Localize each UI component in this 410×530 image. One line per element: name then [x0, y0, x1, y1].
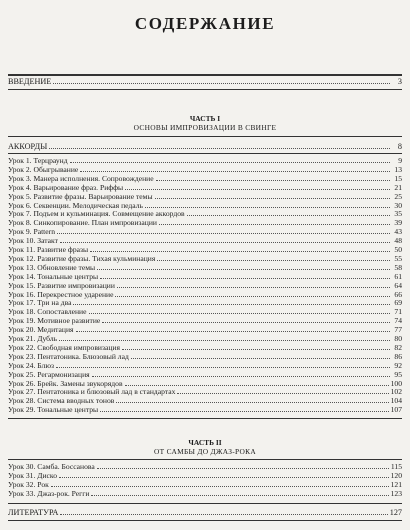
entry-page: 39	[394, 218, 402, 228]
toc-entry-lesson	[8, 298, 402, 307]
entry-page: 9	[398, 156, 402, 165]
toc-entry-lesson	[8, 370, 402, 379]
toc-entry-lesson	[8, 480, 402, 489]
entry-label: Урок 8. Синкопирование. План импровизации	[8, 218, 157, 228]
divider	[8, 503, 402, 504]
dot-leader	[57, 227, 390, 234]
entry-label: Урок 29. Тональные центры	[8, 405, 99, 415]
toc-entry-chords	[8, 142, 402, 151]
entry-label: Урок 11. Развитие фразы	[8, 245, 89, 254]
part-2-title: ОТ САМБЫ ДО ДЖАЗ-РОКА	[153, 447, 257, 456]
dot-leader	[155, 192, 390, 199]
toc-entry-lesson	[8, 352, 402, 361]
entry-page: 35	[394, 209, 402, 219]
entry-label: Урок 30. Самба. Босcанова	[8, 462, 95, 471]
entry-page: 8	[397, 142, 402, 151]
dot-leader	[90, 245, 390, 252]
divider	[8, 74, 402, 76]
dot-leader	[89, 307, 391, 314]
entry-label: Урок 31. Диско	[8, 470, 57, 480]
entry-page: 71	[394, 307, 402, 317]
entry-page: 121	[390, 479, 402, 489]
entry-page: 50	[394, 245, 402, 254]
entry-page: 115	[390, 462, 402, 471]
dot-leader	[56, 361, 390, 368]
entry-label: Урок 10. Затакт	[8, 236, 58, 246]
toc-entry-lesson	[8, 192, 402, 201]
entry-label: Урок 33. Джаз-рок. Регги	[8, 488, 90, 498]
dot-leader	[115, 290, 390, 297]
entry-page: 61	[394, 271, 402, 281]
toc-entry-lesson	[8, 156, 402, 165]
entry-page: 107	[390, 405, 402, 415]
entry-page: 3	[397, 77, 402, 86]
entry-label: Урок 7. Подъем и кульминация. Совмещение аккордов	[8, 209, 185, 219]
entry-label: Урок 15. Развитие импровизации	[8, 280, 115, 290]
dot-leader	[177, 387, 388, 394]
toc-entry-intro	[8, 77, 402, 86]
entry-page: 43	[394, 227, 402, 237]
entry-label: Урок 22. Свободная импровизация	[8, 342, 120, 352]
dot-leader	[125, 379, 389, 386]
entry-page: 104	[390, 396, 402, 406]
dot-leader	[102, 316, 390, 323]
entry-label: АККОРДЫ	[8, 142, 48, 151]
divider	[8, 418, 402, 419]
dot-leader	[116, 396, 388, 403]
dot-leader	[53, 77, 390, 84]
toc-entry-lesson	[8, 183, 402, 192]
dot-leader	[156, 174, 390, 181]
dot-leader	[60, 508, 387, 515]
toc-entry-lesson	[8, 245, 402, 254]
entry-page: 80	[394, 334, 402, 343]
entry-label: Урок 27. Пентатоника и блюзовый лад в стандартах	[8, 387, 176, 397]
entry-page: 77	[394, 325, 402, 335]
part-2-label: ЧАСТЬ II	[188, 438, 222, 447]
dot-leader	[91, 489, 388, 496]
entry-page: 127	[389, 508, 402, 517]
dot-leader	[70, 156, 390, 163]
entry-page: 95	[394, 369, 402, 379]
page-title: СОДЕРЖАНИЕ	[134, 14, 276, 33]
toc-entry-literature	[8, 508, 402, 517]
toc-entry-lesson	[8, 209, 402, 218]
entry-label: Урок 19. Мотивное развитие	[8, 316, 101, 326]
toc-entry-lesson	[8, 343, 402, 352]
dot-leader	[145, 201, 390, 208]
dot-leader	[100, 405, 388, 412]
dot-leader	[73, 298, 390, 305]
entry-label: Урок 2. Обыгрывание	[8, 164, 79, 174]
entry-label: Урок 4. Варьирование фраз. Риффы	[8, 182, 124, 192]
entry-label: Урок 24. Блюз	[8, 360, 55, 370]
entry-page: 21	[394, 182, 402, 192]
entry-page: 64	[394, 280, 402, 290]
entry-label: Урок 5. Развитие фразы. Варьирование темы	[8, 191, 153, 201]
toc-entry-lesson	[8, 361, 402, 370]
dot-leader	[159, 218, 390, 225]
toc-entry-lesson	[8, 334, 402, 343]
toc-entry-lesson	[8, 387, 402, 396]
toc-entry-lesson	[8, 227, 402, 236]
dot-leader	[76, 325, 390, 332]
entry-label: Урок 1. Терцраунд	[8, 156, 68, 165]
entry-label: Урок 28. Система вводных тонов	[8, 396, 115, 406]
entry-label: Урок 16. Перекрестное ударение	[8, 289, 114, 299]
toc-entry-lesson	[8, 379, 402, 388]
entry-page: 58	[394, 262, 402, 272]
toc-entry-lesson	[8, 218, 402, 227]
divider	[8, 520, 402, 521]
dot-leader	[59, 471, 389, 478]
entry-label: ЛИТЕРАТУРА	[8, 508, 59, 517]
toc-entry-lesson	[8, 489, 402, 498]
entry-page: 86	[394, 351, 402, 361]
dot-leader	[131, 352, 390, 359]
toc-entry-lesson	[8, 165, 402, 174]
toc-entry-lesson	[8, 281, 402, 290]
entry-page: 123	[390, 488, 402, 498]
entry-label: Урок 12. Развитие фразы. Тихая кульминация	[8, 253, 156, 263]
divider	[8, 153, 402, 154]
entry-label: Урок 26. Брейк. Замены звукорядов	[8, 378, 123, 388]
toc-entry-lesson	[8, 254, 402, 263]
entry-label: ВВЕДЕНИЕ	[8, 77, 52, 86]
entry-label: Урок 23. Пентатоника. Блюзовый лад	[8, 351, 129, 361]
dot-leader	[187, 209, 390, 216]
entry-page: 55	[394, 253, 402, 263]
toc-entry-lesson	[8, 316, 402, 325]
entry-page: 25	[394, 191, 402, 201]
entry-label: Урок 25. Регармонизация	[8, 369, 90, 379]
dot-leader	[122, 343, 390, 350]
dot-leader	[97, 462, 389, 469]
dot-leader	[100, 272, 390, 279]
entry-label: Урок 3. Манера исполнения. Сопровождение	[8, 173, 154, 183]
entry-page: 100	[390, 378, 402, 388]
entry-page: 74	[394, 316, 402, 326]
entry-label: Урок 20. Медитация	[8, 325, 74, 335]
dot-leader	[80, 165, 390, 172]
dot-leader	[51, 480, 389, 487]
divider	[8, 89, 402, 90]
dot-leader	[92, 370, 390, 377]
entry-page: 15	[394, 173, 402, 183]
toc-entry-lesson	[8, 272, 402, 281]
toc-entry-lesson	[8, 405, 402, 414]
toc-entry-lesson	[8, 236, 402, 245]
entry-page: 30	[394, 200, 402, 210]
toc-entry-lesson	[8, 290, 402, 299]
part-1-label: ЧАСТЬ I	[189, 114, 221, 123]
entry-label: Урок 17. Три на два	[8, 298, 72, 308]
entry-page: 48	[394, 236, 402, 246]
toc-entry-lesson	[8, 396, 402, 405]
entry-label: Урок 32. Рок	[8, 479, 49, 489]
toc-entry-lesson	[8, 201, 402, 210]
entry-label: Урок 18. Сопоставление	[8, 307, 87, 317]
toc-entry-lesson	[8, 307, 402, 316]
toc-entry-lesson	[8, 325, 402, 334]
toc-entry-lesson	[8, 462, 402, 471]
entry-label: Урок 13. Обновление темы	[8, 262, 96, 272]
entry-label: Урок 21. Дубль	[8, 334, 58, 343]
entry-page: 120	[390, 470, 402, 480]
divider	[8, 136, 402, 137]
dot-leader	[60, 236, 390, 243]
dot-leader	[157, 254, 390, 261]
toc-entry-lesson	[8, 174, 402, 183]
dot-leader	[49, 142, 390, 149]
entry-page: 13	[394, 164, 402, 174]
entry-page: 92	[394, 360, 402, 370]
entry-label: Урок 9. Pattern	[8, 227, 55, 237]
dot-leader	[117, 281, 390, 288]
entry-page: 82	[394, 342, 402, 352]
part-1-title: ОСНОВЫ ИМПРОВИЗАЦИИ В СВИНГЕ	[133, 123, 277, 132]
entry-label: Урок 6. Секвенции. Мелодическая педаль	[8, 200, 143, 210]
entry-label: Урок 14. Тональные центры	[8, 271, 99, 281]
divider	[8, 459, 402, 460]
entry-page: 102	[390, 387, 402, 397]
dot-leader	[97, 263, 390, 270]
toc-entry-lesson	[8, 471, 402, 480]
dot-leader	[59, 334, 390, 341]
toc-entry-lesson	[8, 263, 402, 272]
dot-leader	[125, 183, 390, 190]
entry-page: 69	[394, 298, 402, 308]
entry-page: 66	[394, 289, 402, 299]
